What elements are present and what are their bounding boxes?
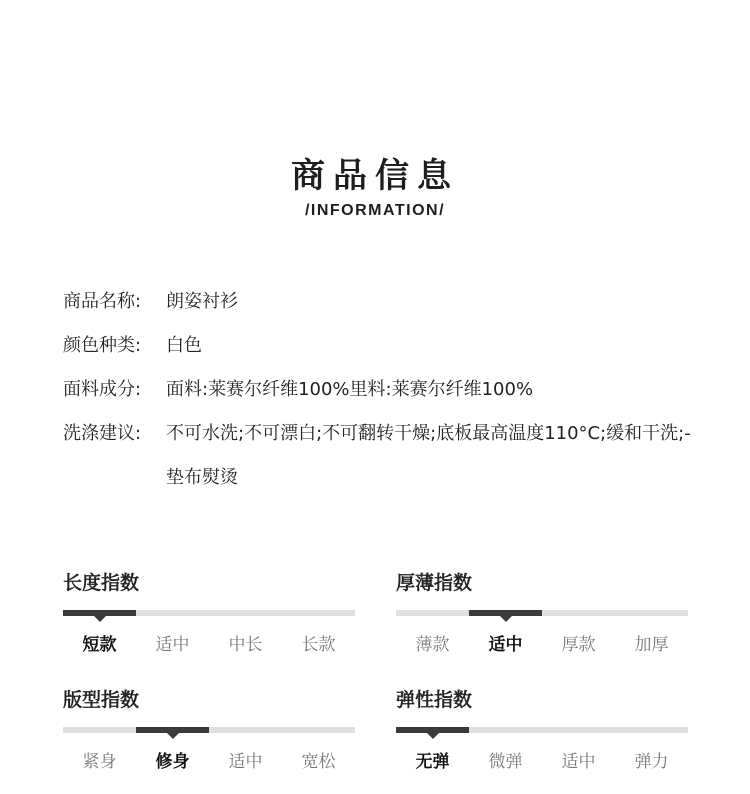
length-index — [63, 568, 355, 655]
index-option: 短款 — [82, 635, 117, 655]
info-row-material — [63, 368, 703, 412]
index-options — [396, 630, 688, 655]
index-track — [63, 727, 355, 733]
section-title: 商品信息 — [291, 156, 459, 196]
info-row-washing — [63, 412, 703, 500]
index-option: 加厚 — [634, 635, 669, 655]
index-options — [63, 630, 355, 655]
index-title: 弹性指数 — [396, 689, 473, 711]
index-option: 适中 — [228, 752, 263, 772]
index-option: 修身 — [155, 752, 190, 772]
index-track-indicator — [396, 727, 469, 733]
index-track — [63, 610, 355, 616]
index-option: 弹力 — [634, 752, 669, 772]
index-option: 薄款 — [415, 635, 450, 655]
index-option: 无弹 — [415, 752, 450, 772]
info-row-color — [63, 324, 703, 368]
index-option: 紧身 — [82, 752, 117, 772]
info-label: 洗涤建议: — [63, 423, 142, 444]
info-label: 颜色种类: — [63, 335, 142, 356]
info-label: 商品名称: — [63, 291, 142, 312]
index-title: 厚薄指数 — [396, 572, 473, 594]
index-option: 宽松 — [301, 752, 336, 772]
index-option: 厚款 — [561, 635, 596, 655]
info-value: 面料:莱赛尔纤维100%里料:莱赛尔纤维100% — [166, 379, 534, 400]
index-track — [396, 727, 688, 733]
index-option: 微弹 — [488, 752, 523, 772]
index-options — [396, 747, 688, 772]
index-track-indicator — [469, 610, 542, 616]
index-title: 长度指数 — [63, 572, 140, 594]
index-option: 适中 — [155, 635, 190, 655]
info-row-name — [63, 280, 703, 324]
index-option: 适中 — [561, 752, 596, 772]
fit-index — [63, 685, 355, 772]
index-title: 版型指数 — [63, 689, 140, 711]
section-subtitle: /INFORMATION/ — [304, 202, 446, 219]
elasticity-index — [396, 685, 688, 772]
product-info-list — [63, 280, 703, 500]
index-track-indicator — [63, 610, 136, 616]
index-track — [396, 610, 688, 616]
index-option: 长款 — [301, 635, 336, 655]
index-track-indicator — [136, 727, 209, 733]
info-value: 朗姿衬衫 — [166, 291, 238, 312]
info-label: 面料成分: — [63, 379, 142, 400]
index-options — [63, 747, 355, 772]
index-option: 适中 — [488, 635, 523, 655]
info-value: 不可水洗;不可漂白;不可翻转干燥;底板最高温度110°C;缓和干洗;- 垫布熨烫 — [166, 423, 691, 488]
info-value: 白色 — [166, 335, 202, 356]
index-option: 中长 — [228, 635, 263, 655]
thickness-index — [396, 568, 688, 655]
